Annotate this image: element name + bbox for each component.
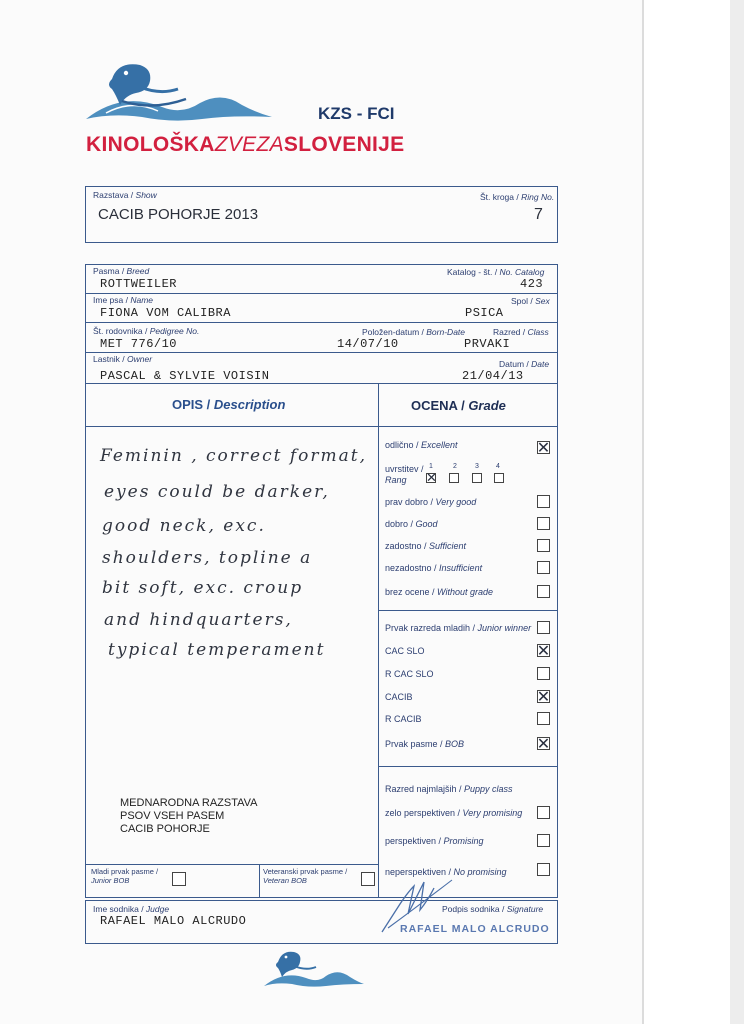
label-text-en: Junior BOB bbox=[91, 876, 130, 885]
label-text-en: Without grade bbox=[437, 587, 493, 597]
description-line: typical temperament bbox=[108, 640, 326, 660]
description-line: eyes could be darker, bbox=[104, 482, 330, 502]
date-label bbox=[499, 359, 549, 369]
row-divider bbox=[85, 383, 558, 384]
label-text-en: Show bbox=[135, 190, 157, 200]
label-text-en: Rang bbox=[385, 475, 407, 485]
name-label bbox=[93, 295, 153, 305]
show-value: CACIB POHORJE 2013 bbox=[98, 206, 259, 223]
grade-sufficient-label bbox=[385, 541, 466, 551]
label-text: Razstava / bbox=[93, 190, 136, 200]
label-text-en: Owner bbox=[127, 354, 153, 364]
class-label bbox=[493, 327, 549, 337]
breed-value: ROTTWEILER bbox=[100, 277, 178, 291]
label-text: nezadostno / bbox=[385, 563, 440, 573]
label-text-en: Excellent bbox=[421, 440, 458, 450]
org-code: KZS - FCI bbox=[318, 104, 395, 123]
pedigree-value: MET 776/10 bbox=[100, 337, 178, 351]
label-text-en: Ring No. bbox=[521, 192, 555, 202]
description-line: Feminin , correct format, bbox=[100, 446, 367, 466]
grade-excellent-label bbox=[385, 440, 458, 450]
rcacib-checkbox[interactable] bbox=[537, 712, 550, 725]
header-text-en: Grade bbox=[468, 398, 506, 413]
rang-2-checkbox[interactable] bbox=[449, 473, 459, 483]
label-text-en: Breed bbox=[126, 266, 150, 276]
junior-bob-checkbox[interactable] bbox=[172, 872, 186, 886]
label-text-en: Name bbox=[130, 295, 154, 305]
header-text: OCENA / bbox=[411, 398, 469, 413]
very-good-checkbox[interactable] bbox=[537, 495, 550, 508]
footer-logo bbox=[262, 946, 366, 990]
label-text-en: BOB bbox=[445, 739, 465, 749]
label-text: perspektiven / bbox=[385, 836, 444, 846]
judge-stamp-name: RAFAEL MALO ALCRUDO bbox=[400, 923, 550, 935]
insufficient-checkbox[interactable] bbox=[537, 561, 550, 574]
label-text: Katalog - št. / bbox=[447, 267, 500, 277]
catalog-label bbox=[447, 267, 544, 277]
org-name-part: KINOLOŠKA bbox=[86, 133, 215, 156]
org-name-part-italic: ZVEZA bbox=[214, 133, 284, 156]
background-strip bbox=[644, 0, 744, 1024]
check-mark-icon: ✕ bbox=[536, 438, 551, 457]
grade-section-divider bbox=[378, 610, 558, 611]
label-text-en: Signature bbox=[506, 904, 544, 914]
header-text-en: Description bbox=[213, 397, 286, 412]
grade-rang-label-en bbox=[385, 475, 407, 485]
description-line: bit soft, exc. croup bbox=[102, 578, 304, 598]
label-text: Razred najmlajših / bbox=[385, 784, 465, 794]
label-text: Prvak razreda mladih / bbox=[385, 623, 478, 633]
label-text: Spol / bbox=[511, 296, 536, 306]
class-value: PRVAKI bbox=[464, 337, 511, 351]
check-mark-icon: ✕ bbox=[536, 641, 551, 660]
org-name-part: SLOVENIJE bbox=[283, 133, 405, 156]
without-grade-checkbox[interactable] bbox=[537, 585, 550, 598]
label-text: Podpis sodnika / bbox=[442, 904, 507, 914]
label-text-en: Class bbox=[527, 327, 549, 337]
label-text-en: No promising bbox=[453, 867, 507, 877]
check-mark-icon: ✕ bbox=[426, 471, 437, 486]
rang-number: 1 bbox=[429, 463, 433, 470]
label-text-en: Date bbox=[531, 359, 550, 369]
label-text: zadostno / bbox=[385, 541, 430, 551]
label-text: Št. rodovnika / bbox=[93, 326, 150, 336]
stamp-line: CACIB POHORJE bbox=[120, 823, 210, 835]
label-text: uvrstitev / bbox=[385, 464, 424, 474]
check-mark-icon: ✕ bbox=[536, 687, 551, 706]
label-text: dobro / bbox=[385, 519, 416, 529]
sex-label bbox=[511, 296, 550, 306]
born-label bbox=[362, 327, 465, 337]
rcac-checkbox[interactable] bbox=[537, 667, 550, 680]
desc-header-divider bbox=[85, 426, 378, 427]
label-text: Pasma / bbox=[93, 266, 127, 276]
label-text: Položen-datum / bbox=[362, 327, 427, 337]
junior-winner-checkbox[interactable] bbox=[537, 621, 550, 634]
very-promising-checkbox[interactable] bbox=[537, 806, 550, 819]
label-text: Razred / bbox=[493, 327, 528, 337]
label-text-en: Born-Date bbox=[426, 327, 466, 337]
veteran-bob-checkbox[interactable] bbox=[361, 872, 375, 886]
stamp-line: MEDNARODNA RAZSTAVA bbox=[120, 797, 258, 809]
grade-rang-label bbox=[385, 464, 424, 474]
name-value: FIONA VOM CALIBRA bbox=[100, 306, 231, 320]
label-text: Lastnik / bbox=[93, 354, 128, 364]
bob-label bbox=[385, 739, 464, 749]
rcacib-label: R CACIB bbox=[385, 714, 422, 724]
no-promising-checkbox[interactable] bbox=[537, 863, 550, 876]
label-text: Mladi prvak pasme / bbox=[91, 867, 159, 876]
breed-label bbox=[93, 266, 149, 276]
description-line: shoulders, topline a bbox=[102, 548, 313, 568]
label-text: prav dobro / bbox=[385, 497, 436, 507]
label-text: neperspektiven / bbox=[385, 867, 454, 877]
ring-value: 7 bbox=[534, 206, 543, 223]
promising-label bbox=[385, 836, 484, 846]
check-mark-icon: ✕ bbox=[536, 734, 551, 753]
label-text-en: Very good bbox=[435, 497, 477, 507]
label-text-en: Pedigree No. bbox=[149, 326, 200, 336]
rcac-label: R CAC SLO bbox=[385, 669, 434, 679]
good-checkbox[interactable] bbox=[537, 517, 550, 530]
label-text: Prvak pasme / bbox=[385, 739, 446, 749]
judge-label bbox=[93, 904, 169, 914]
promising-checkbox[interactable] bbox=[537, 834, 550, 847]
header-text: OPIS / bbox=[172, 397, 214, 412]
owner-value: PASCAL & SYLVIE VOISIN bbox=[100, 369, 270, 383]
label-text: Ime psa / bbox=[93, 295, 131, 305]
row-divider bbox=[85, 293, 558, 294]
cac-label: CAC SLO bbox=[385, 646, 425, 656]
label-text: zelo perspektiven / bbox=[385, 808, 463, 818]
label-text-en: Puppy class bbox=[464, 784, 513, 794]
judge-name: RAFAEL MALO ALCRUDO bbox=[100, 914, 247, 928]
ring-label bbox=[480, 192, 554, 202]
sex-value: PSICA bbox=[465, 306, 504, 320]
label-text-en: Sufficient bbox=[429, 541, 467, 551]
description-header bbox=[172, 397, 285, 412]
rang-number: 3 bbox=[475, 463, 479, 470]
stamp-line: PSOV VSEH PASEM bbox=[120, 810, 225, 822]
rang-number: 2 bbox=[453, 463, 457, 470]
label-text-en: Good bbox=[415, 519, 438, 529]
born-value: 14/07/10 bbox=[337, 337, 399, 351]
label-text: Št. kroga / bbox=[480, 192, 522, 202]
cacib-label: CACIB bbox=[385, 692, 413, 702]
label-text: Veteranski prvak pasme / bbox=[263, 867, 348, 876]
junior-bob-label bbox=[91, 867, 158, 885]
very-promising-label bbox=[385, 808, 522, 818]
bottom-left-divider-vertical bbox=[259, 864, 260, 898]
grade-good-label bbox=[385, 519, 438, 529]
grade-header bbox=[411, 398, 506, 413]
label-text: Datum / bbox=[499, 359, 532, 369]
label-text: brez ocene / bbox=[385, 587, 438, 597]
grade-header-divider bbox=[378, 426, 558, 427]
junior-winner-label bbox=[385, 623, 531, 633]
label-text-en: Very promising bbox=[462, 808, 523, 818]
sufficient-checkbox[interactable] bbox=[537, 539, 550, 552]
label-text: Ime sodnika / bbox=[93, 904, 146, 914]
catalog-value: 423 bbox=[520, 277, 544, 291]
pedigree-label bbox=[93, 326, 199, 336]
grade-insufficient-label bbox=[385, 563, 482, 573]
column-divider bbox=[378, 383, 379, 898]
label-text-en: Judge bbox=[145, 904, 170, 914]
org-name bbox=[86, 133, 404, 157]
grade-section-divider bbox=[378, 766, 558, 767]
description-line: and hindquarters, bbox=[104, 610, 293, 630]
label-text-en: No. Catalog bbox=[499, 267, 545, 277]
label-text-en: Insufficient bbox=[439, 563, 483, 573]
label-text-en: Veteran BOB bbox=[263, 876, 307, 885]
label-text-en: Junior winner bbox=[477, 623, 532, 633]
rang-3-checkbox[interactable] bbox=[472, 473, 482, 483]
row-divider bbox=[85, 322, 558, 323]
veteran-bob-label bbox=[263, 867, 347, 885]
date-value: 21/04/13 bbox=[462, 369, 524, 383]
grade-very-good-label bbox=[385, 497, 476, 507]
rang-number: 4 bbox=[496, 463, 500, 470]
owner-label bbox=[93, 354, 152, 364]
show-label bbox=[93, 190, 157, 200]
bottom-left-divider bbox=[85, 864, 378, 865]
label-text-en: Promising bbox=[443, 836, 484, 846]
label-text-en: Sex bbox=[535, 296, 550, 306]
puppy-class-label bbox=[385, 784, 513, 794]
kzs-logo bbox=[82, 55, 282, 127]
paper-edge bbox=[730, 0, 744, 1024]
grade-without-label bbox=[385, 587, 493, 597]
row-divider bbox=[85, 352, 558, 353]
rang-4-checkbox[interactable] bbox=[494, 473, 504, 483]
description-line: good neck, exc. bbox=[102, 516, 266, 536]
label-text: odlično / bbox=[385, 440, 422, 450]
